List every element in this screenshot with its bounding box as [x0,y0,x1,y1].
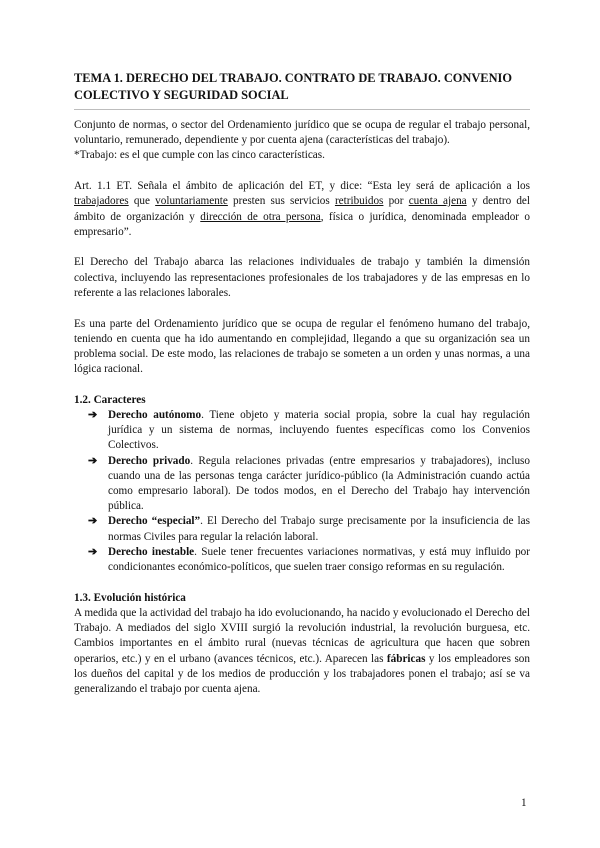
arrow-bullet-icon: ➔ [88,454,98,467]
history-paragraph [74,606,530,697]
arrow-bullet-icon: ➔ [88,545,98,558]
arrow-bullet-icon: ➔ [88,515,98,528]
list-item [88,545,530,575]
characters-list [74,408,530,575]
document-body [74,70,530,697]
legal-order-paragraph: Es una parte del Ordenamiento jurídico que se ocupa de regular el fenómeno humano del trabajo, teniendo en cuenta que ha ido aumentando en complejidad, llegando a que su organización sea un problema social. De este modo, las relaciones de trabajo se someten a un orden y unas normas, a una lógica racional. [74,317,530,376]
article-underlined-term: retribuidos [334,195,384,208]
list-item-text: . Regula relaciones privadas (entre empresarios y trabajadores), incluso cuando una de las personas tenga carácter jurídico-público (la Administración cuando actúa como empresario laboral). De todos modos, en el Derecho del Trabajo hay intervención pública. [108,454,531,513]
article-text: por [383,195,409,208]
list-item-text: . Suele tener frecuentes variaciones normativas, y está muy influido por condicionantes económico-políticos, que suelen traer consigo reformas en su regulación. [108,545,530,574]
page-number: 1 [521,797,527,809]
title-divider [74,109,530,110]
history-bold-term: fábricas [386,652,426,665]
article-paragraph [74,179,530,240]
list-item-text: . Tiene objeto y materia social propia, sobre la cual hay regulación jurídica y un sistema de normas, incluyendo fuentes específicas como los Convenios Colectivos. [108,409,530,452]
list-item [88,514,530,544]
list-item [88,454,531,515]
section-heading-characters: 1.2. Caracteres [74,393,146,406]
definition-note: *Trabajo: es el que cumple con las cinco características. [74,149,325,162]
definition-paragraph: Conjunto de normas, o sector del Ordenamiento jurídico que se ocupa de regular el trabajo personal, voluntario, remunerado, dependiente y por cuenta ajena (características del trabajo). [74,119,530,147]
list-item-text: . El Derecho del Trabajo surge precisamente por la insuficiencia de las normas Civiles para regular la relación laboral. [108,515,530,543]
article-text: y dentro del ámbito de organización y [74,195,531,223]
article-underlined-term: trabajadores [74,195,129,208]
article-text: , física o jurídica, denominada empleador o empresario”. [74,210,530,238]
section-heading-history: 1.3. Evolución histórica [74,591,186,604]
arrow-bullet-icon: ➔ [88,409,98,422]
list-item [88,408,530,454]
list-item-term: Derecho inestable [108,545,195,558]
article-underlined-term: voluntariamente [155,195,228,208]
history-text: y los empleadores son los dueños del capital y de los medios de producción y los trabajadores ponen el trabajo; así se va generalizando el trabajo por cuenta ajena. [74,652,530,695]
article-text: presten sus servicios [227,195,335,208]
article-underlined-term: dirección de otra persona [200,210,321,223]
list-item-term: Derecho “especial” [108,515,201,528]
list-item-term: Derecho autónomo [108,409,202,422]
document-title: TEMA 1. DERECHO DEL TRABAJO. CONTRATO DE TRABAJO. CONVENIO COLECTIVO Y SEGURIDAD SOCIAL [74,71,512,102]
article-text: Art. 1.1 ET. Señala el ámbito de aplicación del ET, y dice: “Esta ley será de aplicación a los [74,180,530,193]
list-item-term: Derecho privado [108,454,191,467]
scope-paragraph: El Derecho del Trabajo abarca las relaciones individuales de trabajo y también la dimensión colectiva, incluyendo las representaciones profesionales de los trabajadores y de las empresas en lo referente a las relaciones laborales. [74,256,530,299]
article-underlined-term: cuenta ajena [408,195,467,208]
article-text: que [128,195,156,208]
history-text: A medida que la actividad del trabajo ha ido evolucionando, ha nacido y evolucionado el Derecho del Trabajo. A mediados del siglo XVIII surgió la revolución industrial, la revolución burguesa, etc. Cambios importantes en el ámbito rural (nuevas técnicas de agricultura que hacen que sobren operarios, etc.) y en el urbano (avances técnicos, etc.). Aparecen las [74,606,530,665]
